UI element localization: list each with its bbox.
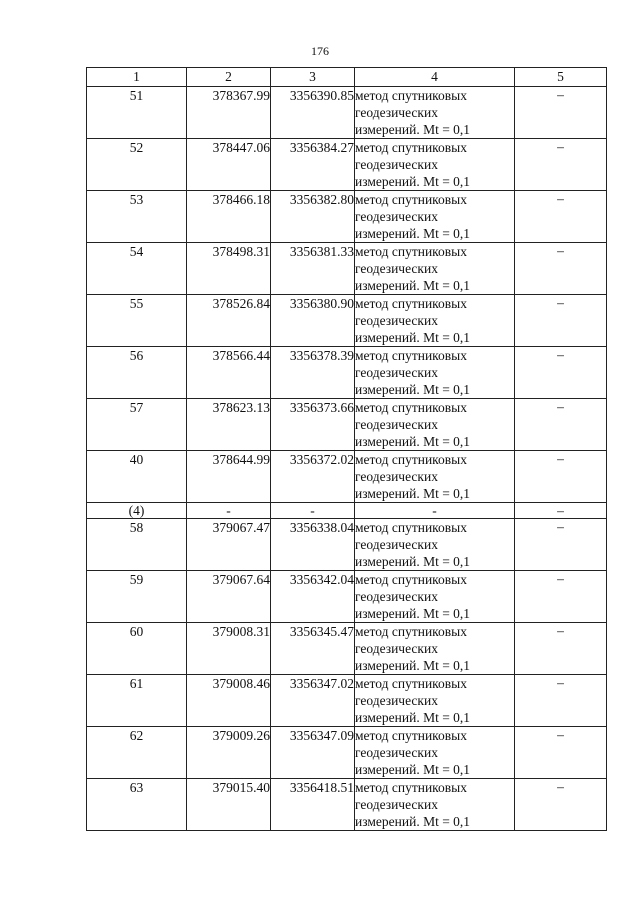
coordinate-x: 379067.47 [187, 519, 271, 571]
method-line: геодезических [355, 157, 438, 172]
method-line: метод спутниковых [355, 780, 467, 795]
method-line: измерений. Mt = 0,1 [355, 658, 471, 673]
table-row [87, 623, 607, 675]
point-number: 40 [87, 451, 187, 503]
coordinate-x: 378566.44 [187, 347, 271, 399]
header-cell-4: 4 [355, 68, 515, 87]
method-line: геодезических [355, 105, 438, 120]
header-cell-2: 2 [187, 68, 271, 87]
method-description [355, 571, 515, 623]
method-description [355, 779, 515, 831]
method-line: измерений. Mt = 0,1 [355, 486, 471, 501]
method-description [355, 519, 515, 571]
method-line: метод спутниковых [355, 296, 467, 311]
accuracy-dash: – [515, 87, 607, 139]
table-row [87, 191, 607, 243]
coordinate-x: 379009.26 [187, 727, 271, 779]
header-cell-1: 1 [87, 68, 187, 87]
method-line: измерений. Mt = 0,1 [355, 434, 471, 449]
point-number: 55 [87, 295, 187, 347]
coordinate-x: 378447.06 [187, 139, 271, 191]
point-number: 52 [87, 139, 187, 191]
coordinate-x: 378526.84 [187, 295, 271, 347]
coordinate-x: 379008.46 [187, 675, 271, 727]
coordinate-x: 378623.13 [187, 399, 271, 451]
separator-cell-3: - [271, 503, 355, 519]
point-number: 59 [87, 571, 187, 623]
method-line: геодезических [355, 797, 438, 812]
method-description [355, 139, 515, 191]
method-line: метод спутниковых [355, 140, 467, 155]
table-row [87, 571, 607, 623]
accuracy-dash: – [515, 295, 607, 347]
coordinate-y: 3356347.09 [271, 727, 355, 779]
accuracy-dash: – [515, 675, 607, 727]
method-line: метод спутниковых [355, 676, 467, 691]
header-cell-3: 3 [271, 68, 355, 87]
table-row [87, 451, 607, 503]
accuracy-dash: – [515, 139, 607, 191]
coordinate-y: 3356372.02 [271, 451, 355, 503]
header-row [87, 68, 607, 87]
method-description [355, 451, 515, 503]
point-number: 58 [87, 519, 187, 571]
separator-cell-5: – [515, 503, 607, 519]
method-line: геодезических [355, 693, 438, 708]
accuracy-dash: – [515, 347, 607, 399]
coordinate-x: 379067.64 [187, 571, 271, 623]
method-line: метод спутниковых [355, 348, 467, 363]
method-line: метод спутниковых [355, 728, 467, 743]
method-description [355, 675, 515, 727]
table-row [87, 139, 607, 191]
method-line: измерений. Mt = 0,1 [355, 606, 471, 621]
coordinate-x: 378466.18 [187, 191, 271, 243]
method-description [355, 399, 515, 451]
method-line: измерений. Mt = 0,1 [355, 710, 471, 725]
coordinate-y: 3356390.85 [271, 87, 355, 139]
coordinate-x: 379008.31 [187, 623, 271, 675]
point-number: 57 [87, 399, 187, 451]
separator-cell-4: - [355, 503, 515, 519]
coordinate-x: 378644.99 [187, 451, 271, 503]
accuracy-dash: – [515, 727, 607, 779]
accuracy-dash: – [515, 571, 607, 623]
coordinate-x: 378498.31 [187, 243, 271, 295]
point-number: 62 [87, 727, 187, 779]
method-description [355, 243, 515, 295]
method-line: метод спутниковых [355, 572, 467, 587]
method-line: геодезических [355, 537, 438, 552]
point-number: 56 [87, 347, 187, 399]
method-line: геодезических [355, 417, 438, 432]
point-number: 54 [87, 243, 187, 295]
coordinate-y: 3356384.27 [271, 139, 355, 191]
method-description [355, 727, 515, 779]
method-line: метод спутниковых [355, 192, 467, 207]
coordinate-y: 3356345.47 [271, 623, 355, 675]
method-line: геодезических [355, 589, 438, 604]
table-row [87, 399, 607, 451]
accuracy-dash: – [515, 399, 607, 451]
header-cell-5: 5 [515, 68, 607, 87]
method-line: геодезических [355, 469, 438, 484]
coordinate-y: 3356380.90 [271, 295, 355, 347]
method-line: измерений. Mt = 0,1 [355, 554, 471, 569]
point-number: 51 [87, 87, 187, 139]
method-line: измерений. Mt = 0,1 [355, 278, 471, 293]
method-line: измерений. Mt = 0,1 [355, 762, 471, 777]
coordinate-y: 3356381.33 [271, 243, 355, 295]
page-number: 176 [311, 44, 329, 58]
table-row [87, 779, 607, 831]
method-line: метод спутниковых [355, 624, 467, 639]
method-line: геодезических [355, 745, 438, 760]
method-line: метод спутниковых [355, 88, 467, 103]
method-line: геодезических [355, 261, 438, 276]
method-line: измерений. Mt = 0,1 [355, 330, 471, 345]
point-number: 53 [87, 191, 187, 243]
method-line: измерений. Mt = 0,1 [355, 226, 471, 241]
coordinate-y: 3356373.66 [271, 399, 355, 451]
table-row [87, 727, 607, 779]
coordinate-x: 378367.99 [187, 87, 271, 139]
method-description [355, 623, 515, 675]
accuracy-dash: – [515, 519, 607, 571]
coordinate-x: 379015.40 [187, 779, 271, 831]
table-row [87, 675, 607, 727]
method-line: геодезических [355, 365, 438, 380]
method-description [355, 87, 515, 139]
coordinate-y: 3356378.39 [271, 347, 355, 399]
table-row [87, 243, 607, 295]
coordinate-y: 3356338.04 [271, 519, 355, 571]
coordinates-table [86, 67, 607, 831]
accuracy-dash: – [515, 451, 607, 503]
table-row [87, 519, 607, 571]
table-row [87, 87, 607, 139]
method-line: геодезических [355, 641, 438, 656]
accuracy-dash: – [515, 623, 607, 675]
method-line: метод спутниковых [355, 520, 467, 535]
point-number: 63 [87, 779, 187, 831]
method-line: измерений. Mt = 0,1 [355, 174, 471, 189]
method-description [355, 295, 515, 347]
method-line: измерений. Mt = 0,1 [355, 122, 471, 137]
separator-label: (4) [87, 503, 187, 519]
separator-cell-2: - [187, 503, 271, 519]
point-number: 60 [87, 623, 187, 675]
separator-row [87, 503, 607, 519]
accuracy-dash: – [515, 779, 607, 831]
table-row [87, 295, 607, 347]
point-number: 61 [87, 675, 187, 727]
method-line: геодезических [355, 209, 438, 224]
coordinate-y: 3356418.51 [271, 779, 355, 831]
method-line: метод спутниковых [355, 400, 467, 415]
accuracy-dash: – [515, 243, 607, 295]
accuracy-dash: – [515, 191, 607, 243]
method-line: геодезических [355, 313, 438, 328]
method-line: метод спутниковых [355, 244, 467, 259]
method-line: измерений. Mt = 0,1 [355, 382, 471, 397]
coordinate-y: 3356347.02 [271, 675, 355, 727]
coordinate-y: 3356382.80 [271, 191, 355, 243]
method-line: измерений. Mt = 0,1 [355, 814, 471, 829]
method-description [355, 191, 515, 243]
table-row [87, 347, 607, 399]
method-line: метод спутниковых [355, 452, 467, 467]
coordinate-y: 3356342.04 [271, 571, 355, 623]
method-description [355, 347, 515, 399]
